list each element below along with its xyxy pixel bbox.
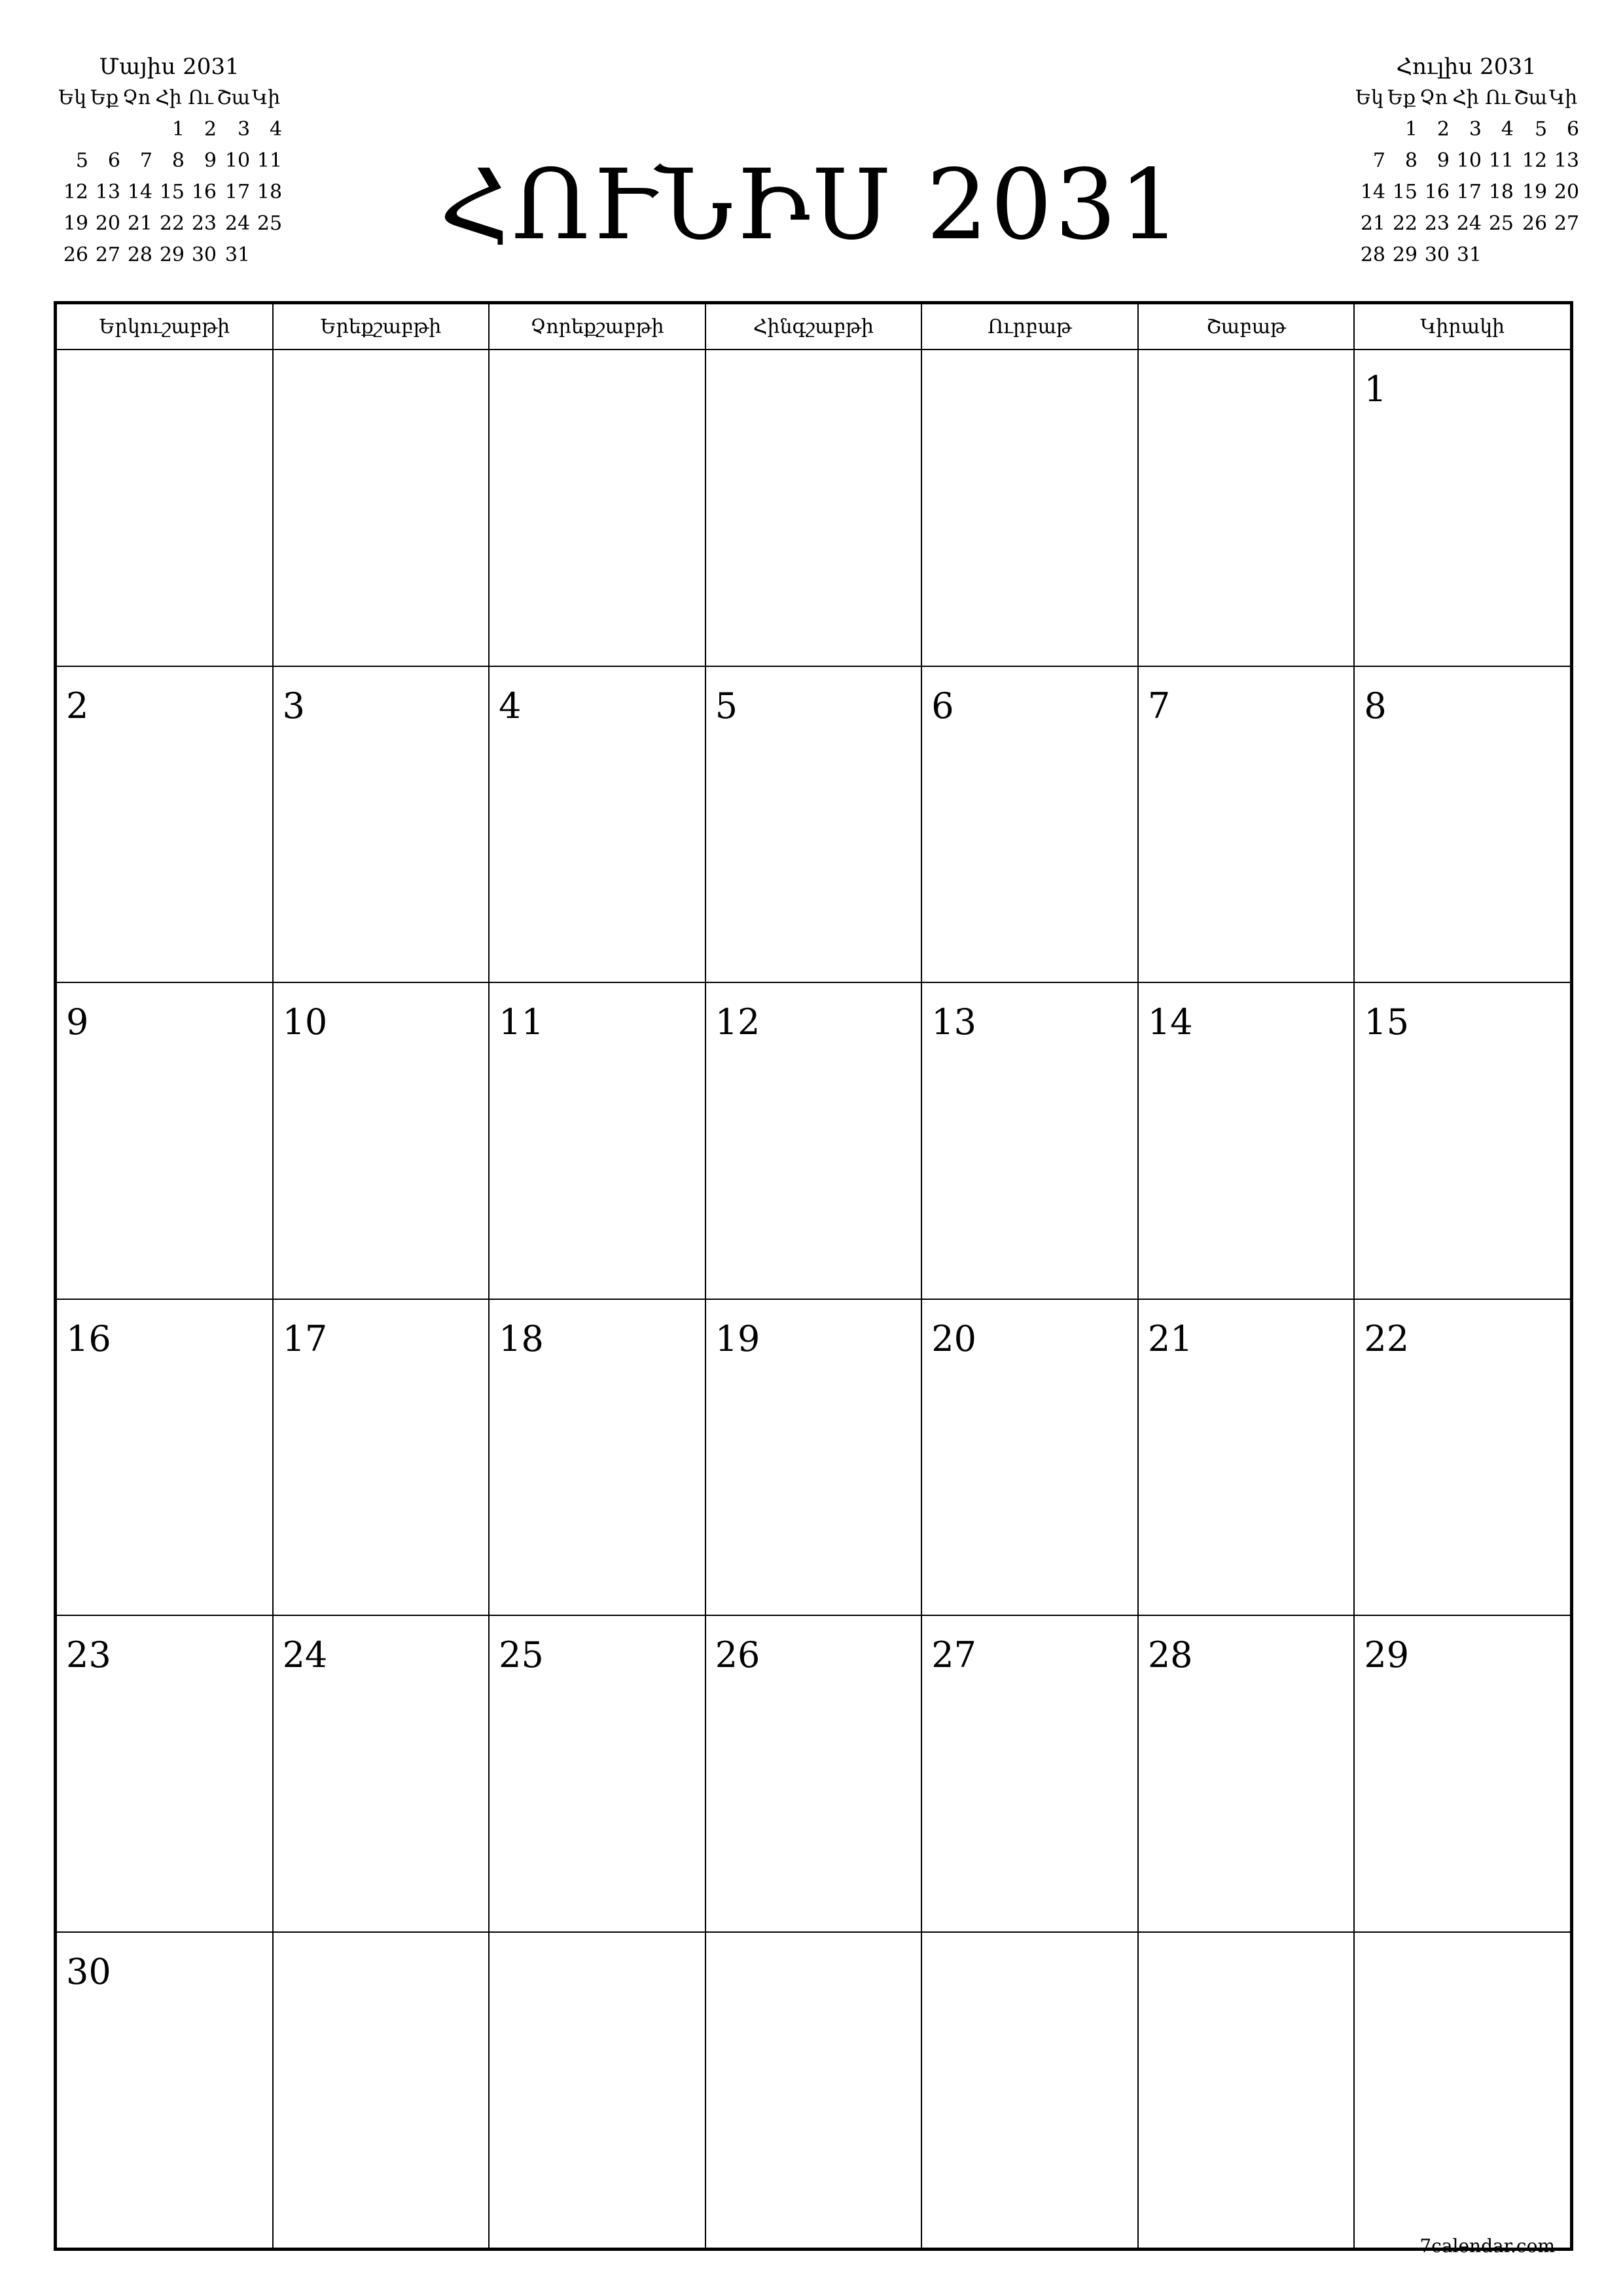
day-number [1355,1933,1570,1952]
week-row [56,1615,1571,1932]
week-row [56,350,1571,666]
mini-day: 22 [1392,212,1418,235]
day-cell [1354,666,1571,983]
mini-day [120,114,152,145]
day-number: 16 [66,1318,111,1359]
mini-day: 5 [75,149,88,172]
day-number: 3 [282,685,305,726]
mini-weekday: Շա [217,86,251,109]
day-cell [1138,350,1355,666]
day-cell [489,1299,705,1616]
day-cell [705,982,922,1299]
weekday-header: Շաբաթ [1138,304,1355,350]
day-cell [489,350,705,666]
mini-day: 26 [1522,212,1548,235]
mini-calendar-next-month [1353,51,1579,271]
day-number [1139,350,1354,370]
day-cell [56,982,273,1299]
mini-week-row [1353,145,1579,177]
mini-day: 29 [159,243,185,266]
day-cell [921,666,1138,983]
mini-day [88,114,120,145]
day-cell [489,1615,705,1932]
day-cell [1138,1932,1355,2249]
day-cell [921,350,1138,666]
mini-weekday: Կի [252,86,281,109]
mini-day: 18 [1488,181,1514,204]
mini-day: 21 [1360,212,1385,235]
day-number: 2 [66,685,89,726]
mini-day: 7 [139,149,152,172]
day-cell [273,1299,490,1616]
day-number: 22 [1364,1318,1410,1359]
mini-day: 13 [1554,149,1580,172]
mini-day [1482,240,1514,271]
day-cell [705,1299,922,1616]
mini-day: 6 [107,149,120,172]
day-number: 19 [715,1318,760,1359]
day-cell [705,666,922,983]
mini-week-row [1353,208,1579,240]
mini-day: 27 [95,243,120,266]
day-cell [56,1932,273,2249]
mini-day: 2 [1436,118,1450,141]
mini-day: 11 [257,149,283,172]
day-cell [56,666,273,983]
day-number: 6 [931,685,954,726]
mini-day: 30 [191,243,217,266]
mini-day: 5 [1535,118,1548,141]
mini-weekday: Հի [1452,86,1479,109]
day-number: 18 [499,1318,544,1359]
mini-week-row [1353,240,1579,271]
week-row [56,666,1571,983]
mini-weekday: Ու [1485,86,1510,109]
day-cell [705,1932,922,2249]
mini-day: 21 [127,212,152,235]
mini-day: 3 [238,118,251,141]
mini-day: 19 [1522,181,1548,204]
day-cell [56,1299,273,1616]
day-cell [1138,1299,1355,1616]
mini-day: 13 [95,181,120,204]
mini-day: 14 [127,181,152,204]
mini-day: 19 [63,212,88,235]
day-cell [489,1932,705,2249]
day-number [922,1933,1137,1952]
mini-week-row [56,114,282,145]
day-number: 25 [499,1634,544,1676]
day-cell [921,1932,1138,2249]
mini-day [1514,240,1547,271]
day-number: 15 [1364,1001,1410,1043]
mini-weekday: Շա [1514,86,1548,109]
day-cell [921,982,1138,1299]
week-row [56,982,1571,1299]
mini-day: 10 [224,149,251,172]
mini-day [1353,114,1385,145]
mini-weekday: Եք [90,86,119,109]
mini-day: 24 [224,212,251,235]
weekday-header: Երկուշաբթի [56,304,273,350]
mini-day: 8 [1404,149,1418,172]
day-number [706,1933,921,1952]
day-cell [1354,1299,1571,1616]
week-row [56,1299,1571,1616]
day-cell [921,1299,1138,1616]
day-number: 10 [282,1001,328,1043]
mini-day: 15 [1392,181,1418,204]
mini-weekday-row [56,82,282,114]
mini-day: 1 [1404,118,1418,141]
day-number: 13 [931,1001,976,1043]
mini-day: 17 [1456,181,1482,204]
mini-weekday-row [1353,82,1579,114]
day-number: 20 [931,1318,976,1359]
mini-day: 25 [257,212,283,235]
day-number: 5 [715,685,738,726]
month-grid [54,301,1573,2251]
day-number: 29 [1364,1634,1410,1676]
mini-week-row [1353,177,1579,208]
day-number: 26 [715,1634,760,1676]
mini-day: 7 [1372,149,1385,172]
day-number: 21 [1147,1318,1193,1359]
mini-day: 6 [1567,118,1580,141]
day-cell [1138,1615,1355,1932]
day-number: 28 [1147,1634,1193,1676]
day-cell [1354,1615,1571,1932]
month-table [56,303,1571,2249]
mini-calendar-title: Մայիս 2031 [99,54,240,80]
weekday-header: Ուրբաթ [921,304,1138,350]
weekday-header: Հինգշաբթի [705,304,922,350]
mini-weekday: Կի [1549,86,1578,109]
day-number: 4 [499,685,522,726]
mini-day: 8 [171,149,185,172]
mini-calendar-title: Հուլիս 2031 [1396,54,1537,80]
day-cell [1354,982,1571,1299]
mini-day: 15 [159,181,185,204]
site-credit: 7calendar.com [1419,2235,1555,2257]
day-number: 7 [1147,685,1171,726]
day-cell [273,982,490,1299]
day-number: 17 [282,1318,328,1359]
mini-day: 10 [1456,149,1482,172]
day-number: 23 [66,1634,111,1676]
mini-day: 9 [204,149,217,172]
mini-day: 18 [257,181,283,204]
mini-day: 26 [63,243,88,266]
mini-weekday: Եք [1387,86,1416,109]
mini-day: 3 [1469,118,1482,141]
day-number [490,350,705,370]
day-number: 9 [66,1001,89,1043]
mini-weekday: Եկ [1355,86,1384,109]
day-cell [489,666,705,983]
mini-day: 12 [1522,149,1548,172]
mini-day: 12 [63,181,88,204]
day-number [706,350,921,370]
mini-day: 22 [159,212,185,235]
day-number [274,350,489,370]
day-cell [1354,1932,1571,2249]
week-row [56,1932,1571,2249]
mini-day: 25 [1488,212,1514,235]
mini-day: 2 [204,118,217,141]
mini-day: 28 [1360,243,1385,266]
day-cell [273,666,490,983]
mini-weekday: Չո [1419,86,1448,109]
day-cell [1354,350,1571,666]
mini-weekday: Եկ [58,86,87,109]
mini-day: 17 [224,181,251,204]
mini-week-row [1353,114,1579,145]
day-number [490,1933,705,1952]
day-cell [56,1615,273,1932]
mini-day: 28 [127,243,152,266]
day-number: 12 [715,1001,760,1043]
mini-day: 24 [1456,212,1482,235]
mini-day: 4 [270,118,283,141]
weekday-header: Կիրակի [1354,304,1571,350]
mini-weekday: Հի [155,86,182,109]
day-number [274,1933,489,1952]
mini-weekday: Ու [188,86,213,109]
mini-day: 31 [224,243,251,266]
mini-day [56,114,88,145]
day-number: 8 [1364,685,1387,726]
mini-day: 20 [1554,181,1580,204]
day-number: 14 [1147,1001,1193,1043]
day-number [1139,1933,1354,1952]
day-cell [705,1615,922,1932]
day-number: 27 [931,1634,976,1676]
mini-day: 16 [191,181,217,204]
day-number: 30 [66,1950,111,1992]
mini-day: 9 [1436,149,1450,172]
weekday-header: Երեքշաբթի [273,304,490,350]
mini-day: 31 [1456,243,1482,266]
mini-day: 20 [95,212,120,235]
day-cell [1138,666,1355,983]
day-cell [1138,982,1355,1299]
mini-day: 1 [171,118,185,141]
day-cell [56,350,273,666]
day-cell [921,1615,1138,1932]
day-cell [273,1615,490,1932]
day-number: 24 [282,1634,328,1676]
mini-day: 4 [1501,118,1514,141]
mini-weekday: Չո [122,86,151,109]
mini-day: 11 [1488,149,1514,172]
day-cell [273,350,490,666]
day-cell [489,982,705,1299]
weekday-header-row [56,304,1571,350]
mini-day: 23 [1424,212,1450,235]
page-title: ՀՈՒՆԻՍ 2031 [439,149,1184,261]
mini-day: 16 [1424,181,1450,204]
mini-day [1547,240,1579,271]
mini-calendar-table [1353,82,1579,271]
mini-day: 29 [1392,243,1418,266]
day-number: 11 [499,1001,544,1043]
day-cell [705,350,922,666]
mini-day: 14 [1360,181,1385,204]
day-number [57,350,272,370]
mini-day: 30 [1424,243,1450,266]
day-cell [273,1932,490,2249]
mini-day: 27 [1554,212,1580,235]
weekday-header: Չորեքշաբթի [489,304,705,350]
mini-day: 23 [191,212,217,235]
day-number: 1 [1364,368,1387,410]
day-number [922,350,1137,370]
